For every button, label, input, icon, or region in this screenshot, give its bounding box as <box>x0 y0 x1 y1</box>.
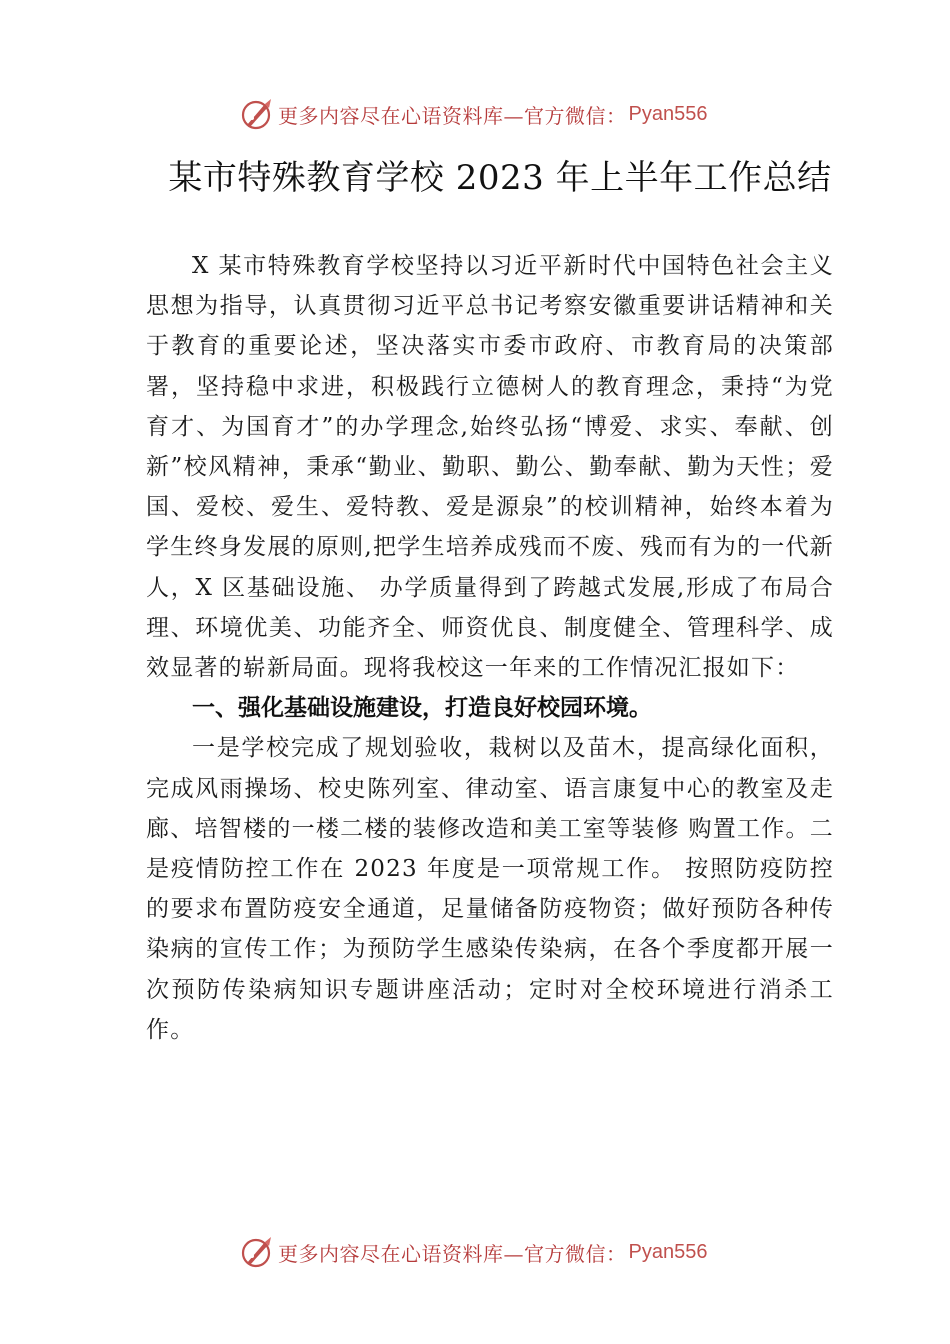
section-heading: 一、强化基础设施建设，打造良好校园环境。 <box>192 695 652 722</box>
quill-logo-icon <box>238 96 274 132</box>
watermark-wechat-id: Pyan556 <box>628 102 708 125</box>
watermark-wechat-id: Pyan556 <box>628 1240 708 1263</box>
intro-paragraph: X 某市特殊教育学校坚持以习近平新时代中国特色社会主义思想为指导，认真贯彻习近平总书记考察安徽重要讲话精神和关于教育的重要论述，坚决落实市委市政府、市教育局的决策部署，坚持稳中求进，积极践行立德树人的教育理念，秉持“为党育才、为国育才”的办学理念,始终弘扬“博爱、求实、奉献、创新”校风精神，秉承“勤业、勤职、勤公、勤奉献、勤为天性；爱国、爱校、爱生、爱特教、爱是源泉”的校训精神，始终本着为学生终身发展的原则,把学生培养成残而不废、残而有为的一代新人，X 区基础设施、 办学质量得到了跨越式发展,形成了布局合理、环境优美、功能齐全、师资优良、制度健全、管理科学、成效显著的崭新局面。现将我校这一年来的工作情况汇报如下： <box>146 253 834 682</box>
document-title: 某市特殊教育学校 2023 年上半年工作总结 <box>168 158 832 198</box>
watermark-footer <box>238 1232 758 1272</box>
watermark-text: 更多内容尽在心语资料库—官方微信： <box>278 1241 627 1266</box>
document-body <box>146 246 834 1050</box>
watermark-header <box>238 94 758 134</box>
quill-logo-icon <box>238 1234 274 1270</box>
watermark-text: 更多内容尽在心语资料库—官方微信： <box>278 103 627 128</box>
section-paragraph: 一是学校完成了规划验收，栽树以及苗木，提高绿化面积，完成风雨操场、校史陈列室、律动室、语言康复中心的教室及走廊、培智楼的一楼二楼的装修改造和美工室等装修 购置工作。二是疫情防控工作在 2023 年度是一项常规工作。 按照防疫防控的要求布置防疫安全通道，足量储备防疫物资；做好预防各种传染病的宣传工作；为预防学生感染传染病，在各个季度都开展一次预防传染病知识专题讲座活动；定时对全校环境进行消杀工作。 <box>146 735 834 1043</box>
